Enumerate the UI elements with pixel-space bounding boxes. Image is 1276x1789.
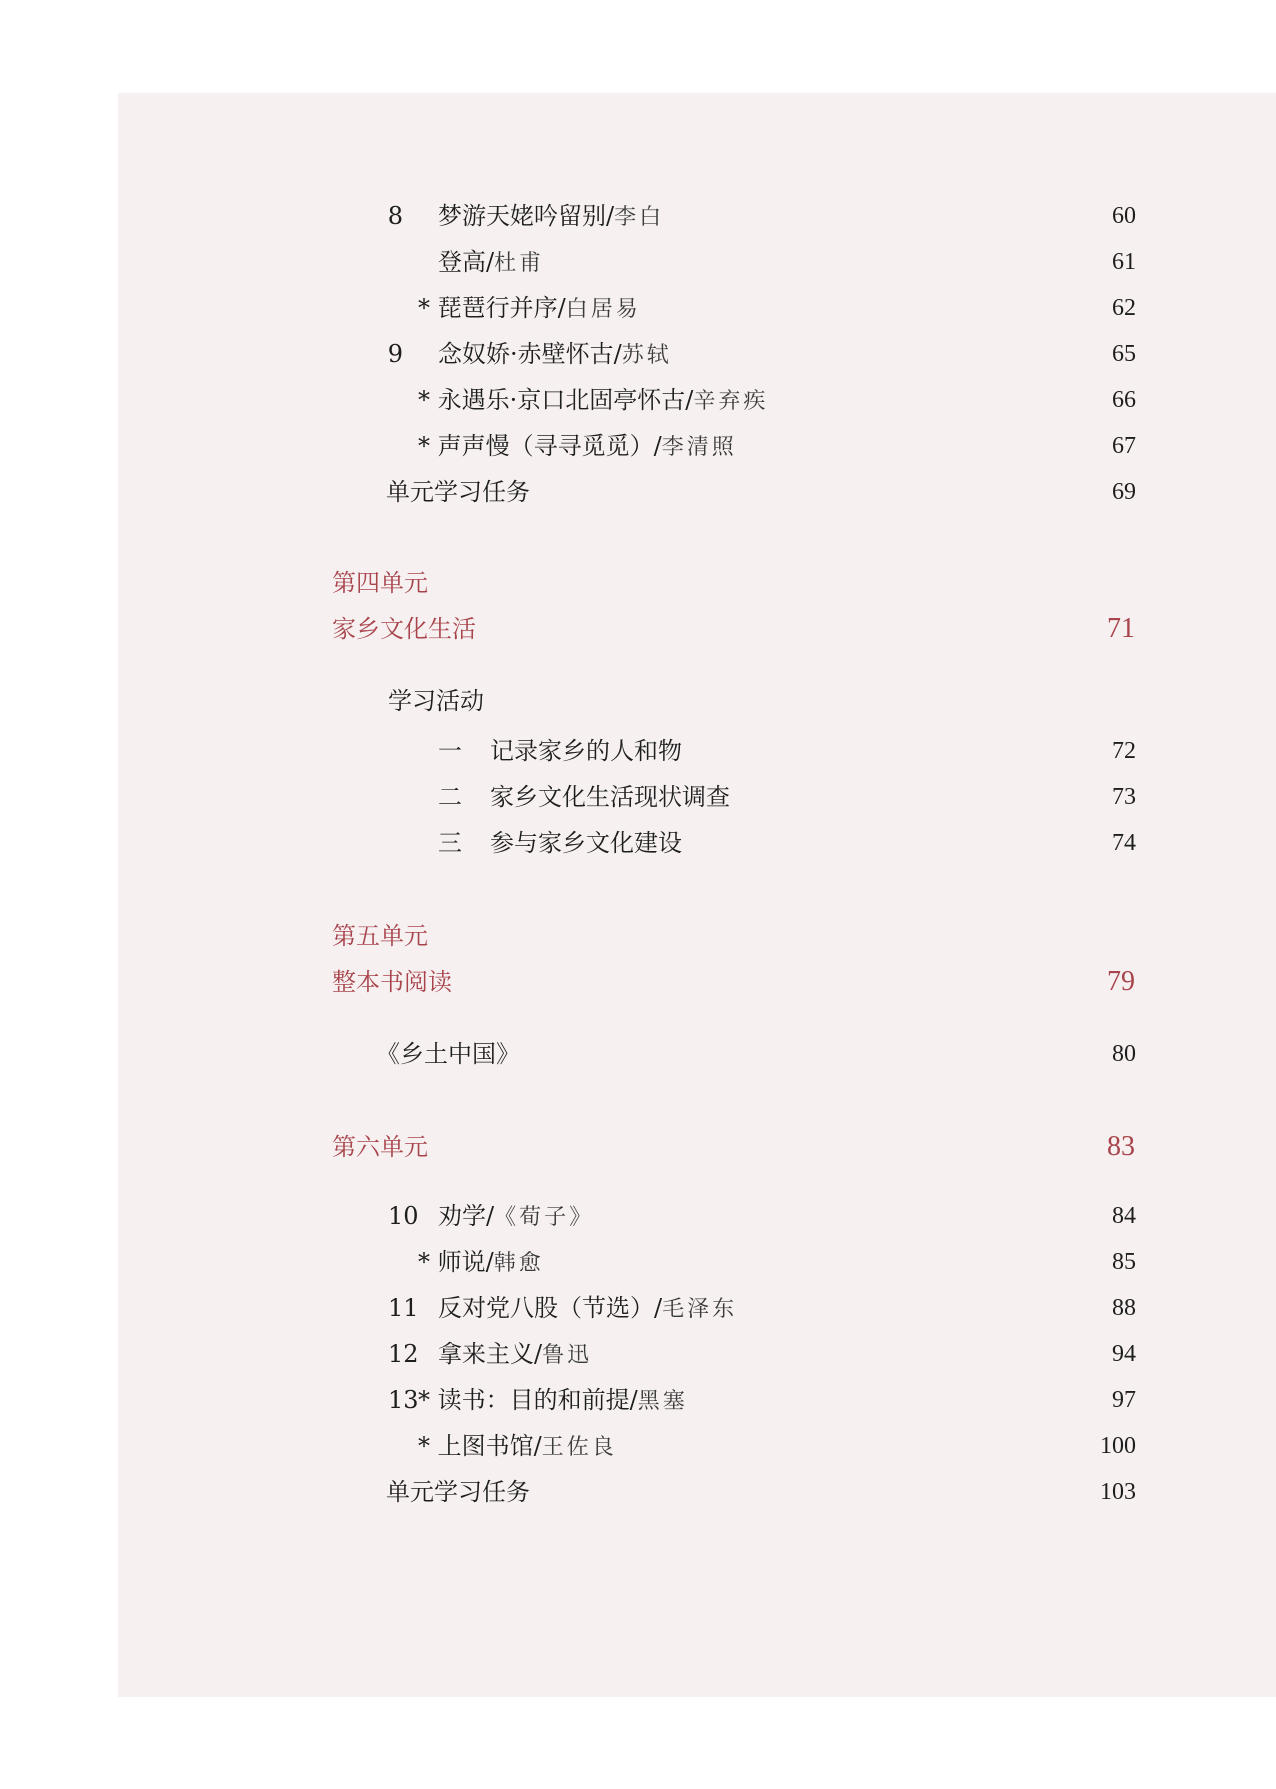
page-number: 62 — [1112, 295, 1136, 321]
page-number: 84 — [1112, 1203, 1136, 1229]
activity-title: 记录家乡的人和物 — [490, 737, 682, 765]
lesson-title: 声声慢（寻寻觅觅） — [437, 432, 654, 460]
unit-5-page: 79 — [1107, 966, 1135, 997]
separator: / — [486, 1202, 495, 1230]
lesson-author: 鲁迅 — [542, 1343, 593, 1368]
unit-task-title: 单元学习任务 — [386, 478, 530, 506]
unit-task-title: 单元学习任务 — [386, 1478, 530, 1506]
lesson-title-line — [418, 431, 737, 463]
lesson-title-line — [418, 1247, 544, 1279]
unit-task-entry[interactable] — [118, 477, 1276, 507]
lesson-author: 毛泽东 — [662, 1297, 738, 1322]
unit-5-label: 第五单元 — [332, 922, 428, 950]
optional-star: * — [418, 386, 430, 414]
lesson-title: 反对党八股（节选） — [438, 1294, 654, 1322]
page-number: 103 — [1100, 1479, 1136, 1505]
activity-number: 三 — [438, 829, 462, 857]
unit-5-title[interactable]: 整本书阅读 — [332, 968, 452, 996]
book-entry[interactable] — [118, 1039, 1276, 1069]
lesson-number: 9 — [387, 340, 403, 368]
unit-task-entry[interactable] — [118, 1477, 1276, 1507]
lesson-title-line — [418, 1431, 617, 1463]
lesson-title-line — [438, 247, 544, 279]
lesson-number: 8 — [387, 202, 403, 230]
lesson-number: 11 — [388, 1294, 419, 1322]
lesson-title: 梦游天姥吟留别 — [438, 202, 606, 230]
toc-entry[interactable] — [118, 385, 1276, 415]
lesson-author: 苏轼 — [621, 343, 672, 368]
lesson-author: 李清照 — [661, 435, 737, 460]
toc-entry[interactable] — [118, 1293, 1276, 1323]
page-number: 74 — [1112, 830, 1136, 856]
page-number: 94 — [1112, 1341, 1136, 1367]
lesson-title: 琵琶行并序 — [437, 294, 558, 322]
lesson-title: 劝学 — [438, 1202, 486, 1230]
page-number: 61 — [1112, 249, 1136, 275]
lesson-title: 登高 — [438, 248, 486, 276]
page-number: 73 — [1112, 784, 1136, 810]
lesson-title: 念奴娇·赤壁怀古 — [438, 340, 614, 368]
lesson-title-line — [438, 339, 672, 371]
lesson-number: 13 — [388, 1386, 419, 1414]
book-title: 《乡土中国》 — [376, 1040, 520, 1068]
unit-4-page: 71 — [1107, 613, 1135, 644]
separator: / — [485, 1248, 494, 1276]
optional-star: * — [418, 432, 430, 460]
activity-entry[interactable] — [118, 828, 1276, 858]
lesson-author: 王佐良 — [541, 1435, 617, 1460]
activity-number: 二 — [438, 783, 462, 811]
lesson-title-line — [418, 293, 641, 325]
unit-4-title[interactable]: 家乡文化生活 — [332, 615, 476, 643]
toc-entry[interactable] — [118, 293, 1276, 323]
lesson-author: 白居易 — [565, 297, 641, 322]
page-number: 60 — [1112, 203, 1136, 229]
page-number: 97 — [1112, 1387, 1136, 1413]
toc-entry[interactable] — [118, 247, 1276, 277]
lesson-title-line — [438, 201, 664, 233]
lesson-author: 《荀子》 — [494, 1205, 595, 1230]
activity-entry[interactable] — [118, 782, 1276, 812]
lesson-title: 师说 — [437, 1248, 486, 1276]
toc-entry[interactable] — [118, 1339, 1276, 1369]
toc-page — [118, 93, 1276, 1697]
lesson-title-line — [418, 1385, 688, 1417]
activity-entry[interactable] — [118, 736, 1276, 766]
toc-entry[interactable] — [118, 1247, 1276, 1277]
activity-number: 一 — [438, 737, 462, 765]
optional-star: * — [418, 1432, 430, 1460]
page-number: 66 — [1112, 387, 1136, 413]
separator: / — [685, 386, 694, 414]
lesson-title: 上图书馆 — [437, 1432, 534, 1460]
page-number: 80 — [1112, 1041, 1136, 1067]
optional-star: * — [418, 294, 430, 322]
separator: / — [557, 294, 566, 322]
optional-star: * — [418, 1248, 430, 1276]
lesson-author: 韩愈 — [493, 1251, 544, 1276]
unit-6-label[interactable]: 第六单元 — [332, 1133, 428, 1161]
optional-star: * — [418, 1386, 430, 1414]
page-number: 85 — [1112, 1249, 1136, 1275]
lesson-title: 拿来主义 — [438, 1340, 534, 1368]
activity-title: 家乡文化生活现状调查 — [490, 783, 730, 811]
lesson-title-line — [438, 1339, 592, 1371]
lesson-title: 永遇乐·京口北固亭怀古 — [437, 386, 686, 414]
lesson-number: 12 — [388, 1340, 419, 1368]
lesson-title-line — [438, 1293, 737, 1325]
lesson-title: 读书：目的和前提 — [437, 1386, 630, 1414]
lesson-number: 10 — [388, 1202, 419, 1230]
lesson-author: 李白 — [614, 205, 665, 230]
separator: / — [654, 1294, 663, 1322]
lesson-author: 杜甫 — [494, 251, 545, 276]
activity-title: 参与家乡文化建设 — [490, 829, 682, 857]
lesson-author: 黑塞 — [637, 1389, 688, 1414]
separator: / — [486, 248, 495, 276]
toc-entry[interactable] — [118, 201, 1276, 231]
toc-entry[interactable] — [118, 1431, 1276, 1461]
lesson-title-line — [418, 385, 768, 417]
page-number: 88 — [1112, 1295, 1136, 1321]
toc-entry[interactable] — [118, 1385, 1276, 1415]
separator: / — [613, 340, 622, 368]
separator: / — [534, 1340, 543, 1368]
toc-entry[interactable] — [118, 339, 1276, 369]
toc-entry[interactable] — [118, 1201, 1276, 1231]
unit-6-page: 83 — [1107, 1131, 1135, 1162]
lesson-author: 辛弃疾 — [693, 389, 769, 414]
activities-heading: 学习活动 — [388, 687, 484, 715]
separator: / — [653, 432, 662, 460]
page-number: 69 — [1112, 479, 1136, 505]
lesson-title-line — [438, 1201, 594, 1233]
toc-entry[interactable] — [118, 431, 1276, 461]
page-number: 67 — [1112, 433, 1136, 459]
separator: / — [629, 1386, 638, 1414]
separator: / — [606, 202, 615, 230]
unit-4-label: 第四单元 — [332, 569, 428, 597]
page-number: 100 — [1100, 1433, 1136, 1459]
page-number: 65 — [1112, 341, 1136, 367]
page-number: 72 — [1112, 738, 1136, 764]
separator: / — [533, 1432, 542, 1460]
